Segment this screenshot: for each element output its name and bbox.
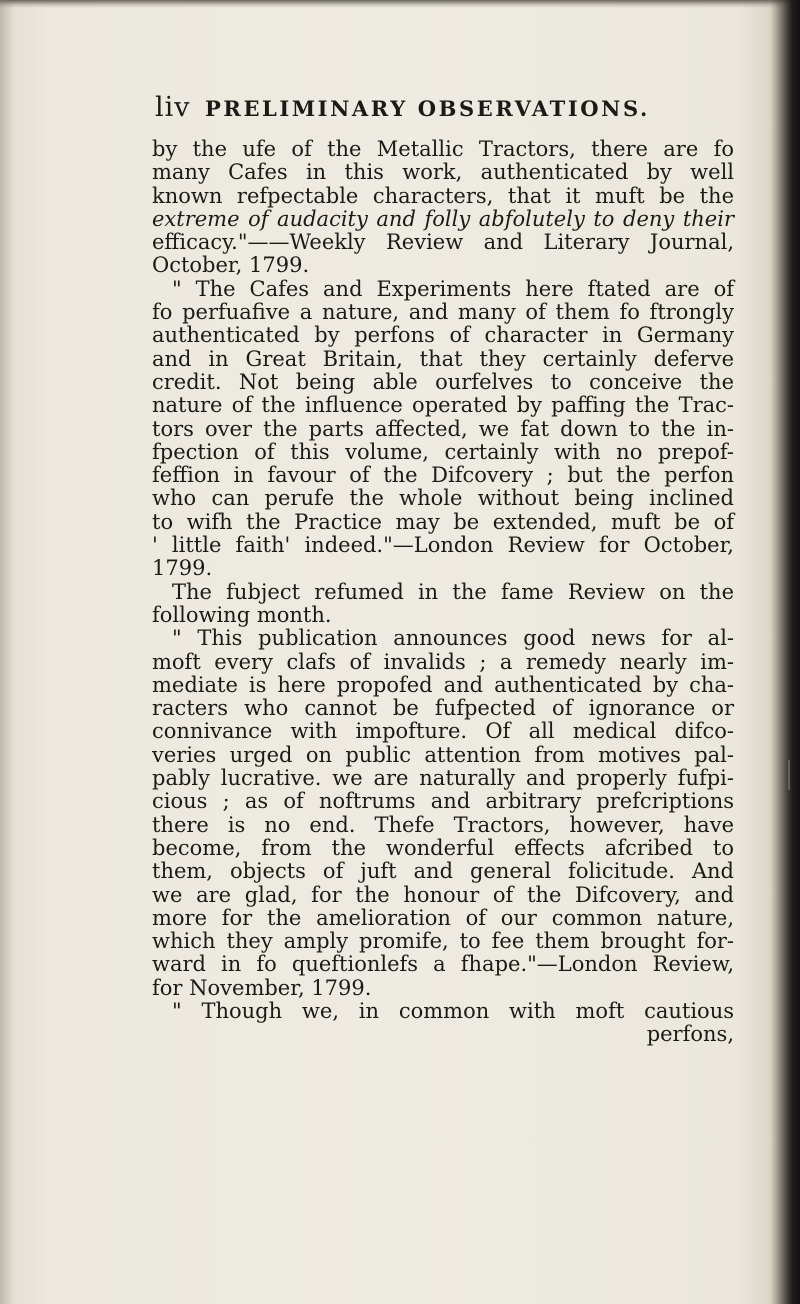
text-line: which they amply promife, to fee them brought for- (152, 929, 734, 954)
text-line: there is no end. Thefe Tractors, however, have (152, 812, 734, 837)
text-line: veries urged on public attention from motives pal- (152, 742, 734, 767)
citation-date: 1799. (152, 556, 213, 581)
text-line: connivance with impofture. Of all medical difco- (152, 719, 734, 744)
text-line: authenticated by perfons of character in Germany (152, 323, 734, 348)
text-line: become, from the wonderful effects afcribed to (152, 835, 734, 860)
text-line: tors over the parts affected, we fat down to the in- (152, 416, 734, 441)
text-line: nature of the influence operated by paffing the Trac- (152, 393, 734, 418)
text-line: cious ; as of noftrums and arbitrary prefcriptions (152, 789, 734, 814)
text-line: " This publication announces good news for al- (172, 626, 734, 651)
page-left-shadow (0, 0, 14, 1304)
text-line: The fubject refumed in the fame Review on the (172, 579, 734, 604)
citation-date: for November, 1799. (152, 975, 372, 1000)
text-line: fo perfuafive a nature, and many of them fo ftrongly (152, 300, 734, 325)
text-line: " Though we, in common with moft cautious (172, 998, 734, 1023)
body-text (152, 138, 734, 1047)
citation-line: ward in fo queftionlefs a fhape."—London Review, (152, 952, 734, 977)
text-line: we are glad, for the honour of the Difcovery, and (152, 882, 734, 907)
catchword: perfons, (646, 1022, 734, 1047)
citation-date: October, 1799. (152, 253, 310, 278)
text-line: them, objects of juft and general folicitude. And (152, 859, 734, 884)
running-title: PRELIMINARY OBSERVATIONS. (205, 96, 650, 121)
text-line: and in Great Britain, that they certainly deferve (152, 346, 734, 371)
text-line: fpection of this volume, certainly with no prepof- (152, 439, 734, 464)
text-line: feffion in favour of the Difcovery ; but the perfon (152, 463, 734, 488)
text-line: who can perufe the whole without being inclined (152, 486, 734, 511)
text-line: moft every clafs of invalids ; a remedy nearly im- (152, 649, 734, 674)
text-line: many Cafes in this work, authenticated by well (152, 160, 734, 185)
citation-line: efficacy."——Weekly Review and Literary Journal, (152, 230, 734, 255)
italic-phrase: extreme of audacity and folly abfolutely to deny their (152, 206, 734, 231)
citation-line: ' little faith' indeed."—London Review for October, (152, 533, 734, 558)
text-line: known refpectable characters, that it muft be the (152, 183, 734, 208)
book-spine-edge (770, 0, 800, 1304)
text-line: to wifh the Practice may be extended, muft be of (152, 509, 734, 534)
text-line: mediate is here propofed and authenticated by cha- (152, 672, 734, 697)
text-line (152, 208, 734, 231)
text-line: racters who cannot be fufpected of ignorance or (152, 696, 734, 721)
text-line: pably lucrative. we are naturally and properly fufpi- (152, 766, 734, 791)
page-top-edge (0, 0, 800, 8)
text-line: more for the amelioration of our common nature, (152, 905, 734, 930)
running-head (155, 92, 738, 128)
margin-mark (788, 760, 790, 790)
text-line: credit. Not being able ourfelves to conceive the (152, 369, 734, 394)
text-line: by the ufe of the Metallic Tractors, there are fo (152, 137, 734, 161)
page-number: liv (155, 92, 191, 123)
text-line: following month. (152, 602, 332, 627)
text-line: " The Cafes and Experiments here ftated are of (172, 276, 734, 301)
